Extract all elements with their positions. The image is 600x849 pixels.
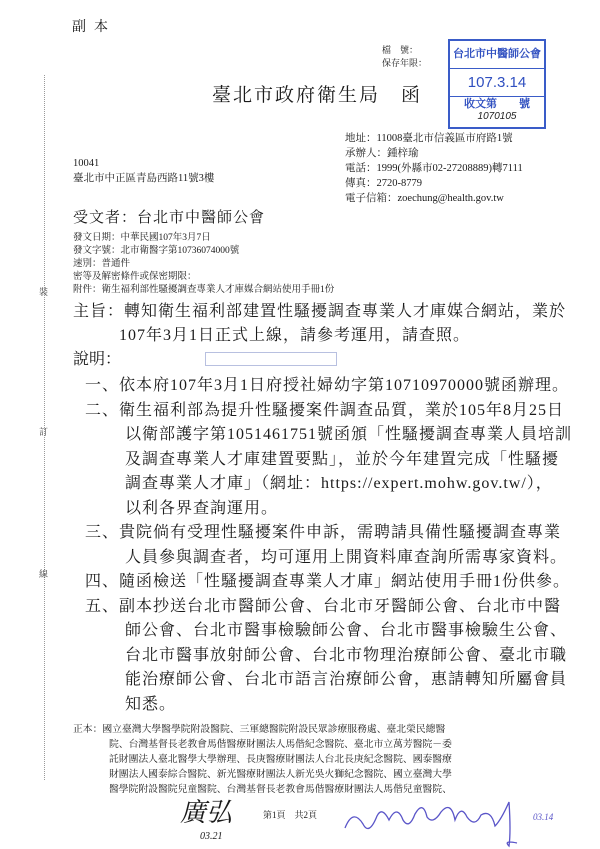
document-number: 發文字號：北市衛醫字第10736074000號	[73, 246, 240, 256]
attachment: 附件：衛生福利部性騷擾調查專業人才庫媒合網站使用手冊1份	[73, 285, 335, 295]
margin-mark: 線	[39, 569, 49, 579]
sender-contact	[345, 131, 523, 206]
stamp-org: 台北市中醫師公會	[450, 41, 544, 69]
file-labels	[382, 44, 427, 70]
contact-fax: 傳真：2720-8779	[345, 178, 422, 189]
stamp-receipt-label: 收文第 號	[464, 98, 530, 110]
recipient: 受文者：台北市中醫師公會	[73, 210, 266, 226]
copy-mark: 副本	[72, 20, 116, 35]
explanation-item-continuation: 能治療師公會、台北市語言治療師公會，惠請轉知所屬會員	[125, 671, 568, 688]
contact-handler: 承辦人：鍾梓瑜	[345, 148, 419, 159]
explanation-item-continuation: 知悉。	[125, 695, 177, 713]
explanation-item-continuation: 及調查專業人才庫建置要點」，並於今年建置完成「性騷擾	[125, 450, 560, 468]
explanation-item-continuation: 調查專業人才庫」（網址：https://expert.mohw.gov.tw/），	[125, 475, 553, 492]
explanation-item-continuation: 師公會、台北市醫事檢驗師公會、台北市醫事檢驗生公會、	[125, 622, 568, 639]
cc-line: 財團法人國泰綜合醫院、新光醫療財團法人新光吳火獅紀念醫院、國立臺灣大學	[109, 769, 452, 780]
explanation-item: 一、依本府107年3月1日府授社婦幼字第10710970000號函辦理。	[85, 377, 570, 394]
margin-mark: 裝	[39, 287, 49, 297]
page-number: 第1頁 共2頁	[263, 810, 318, 820]
margin-mark: 訂	[39, 427, 49, 437]
street-address: 臺北市中正區青島西路11號3樓	[73, 173, 215, 184]
handwritten-annotation	[335, 800, 575, 849]
contact-phone: 電話：1999(外縣市02-27208889)轉7111	[345, 163, 523, 174]
confidentiality: 密等及解密條件或保密期限：	[73, 272, 197, 282]
document-title: 臺北市政府衛生局 函	[212, 85, 423, 106]
explanation-item: 三、貴院倘有受理性騷擾案件申訴，需聘請具備性騷擾調查專業	[85, 524, 562, 541]
stamp-receipt-row	[450, 97, 544, 124]
postal-code: 10041	[73, 158, 100, 169]
cc-recipients	[73, 722, 452, 797]
explanation-item-continuation: 台北市醫事放射師公會、台北市物理治療師公會、臺北市職	[125, 646, 568, 664]
explanation-item-continuation: 以衛部護字第1051461751號函頒「性騷擾調查專業人員培訓	[125, 426, 573, 443]
explanation-item: 五、副本抄送台北市醫師公會、台北市牙醫師公會、台北市中醫	[85, 597, 562, 615]
document-meta	[73, 232, 334, 297]
explanation-label: 說明：	[73, 351, 122, 368]
explanation-item: 四、隨函檢送「性騷擾調查專業人才庫」網站使用手冊1份供參。	[85, 573, 571, 590]
stamp-date: 107.3.14	[450, 69, 544, 97]
cc-line: 託財團法人臺北醫學大學辦理、長庚醫療財團法人台北長庚紀念醫院、國泰醫療	[109, 754, 452, 765]
explanation-items	[85, 374, 572, 717]
retention-label: 保存年限：	[382, 58, 428, 68]
cc-line: 正本：國立臺灣大學醫學院附設醫院、三軍總醫院附設民眾診療服務處、臺北榮民總醫	[73, 724, 446, 735]
file-number-label: 檔 號：	[382, 45, 419, 55]
contact-address: 地址：11008臺北市信義區市府路1號	[345, 133, 513, 144]
stamp-handwritten-number: 1070105	[477, 111, 517, 122]
explanation-item-continuation: 以利各界查詢運用。	[125, 499, 279, 517]
handwriting-stroke	[345, 802, 517, 846]
signature-date: 03.21	[200, 831, 223, 842]
subject	[73, 300, 566, 348]
receipt-stamp	[448, 39, 546, 129]
explanation-item: 二、衛生福利部為提升性騷擾案件調查品質，業於105年8月25日	[85, 401, 565, 419]
recipient-address	[73, 156, 214, 186]
issue-date: 發文日期：中華民國107年3月7日	[73, 233, 211, 243]
priority: 速別：普通件	[73, 259, 131, 269]
explanation-item-continuation: 人員參與調查者，均可運用上開資料庫查詢所需專家資料。	[125, 548, 568, 566]
subject-line: 主旨：轉知衛生福利部建置性騷擾調查專業人才庫媒合網站，業於	[73, 303, 567, 320]
cc-line: 院、台灣基督長老教會馬偕醫療財團法人馬偕紀念醫院、臺北市立萬芳醫院－委	[109, 739, 452, 750]
cc-line: 醫學院附設醫院兒童醫院、台灣基督長老教會馬偕醫療財團法人馬偕兒童醫院、	[109, 784, 452, 795]
faint-stamp-mark	[205, 352, 337, 366]
subject-line: 107年3月1日正式上線，請參考運用，請查照。	[119, 327, 471, 344]
signature: 廣弘	[180, 798, 233, 828]
contact-email: 電子信箱：zoechung@health.gov.tw	[345, 193, 504, 204]
handwritten-date: 03.14	[533, 812, 554, 822]
